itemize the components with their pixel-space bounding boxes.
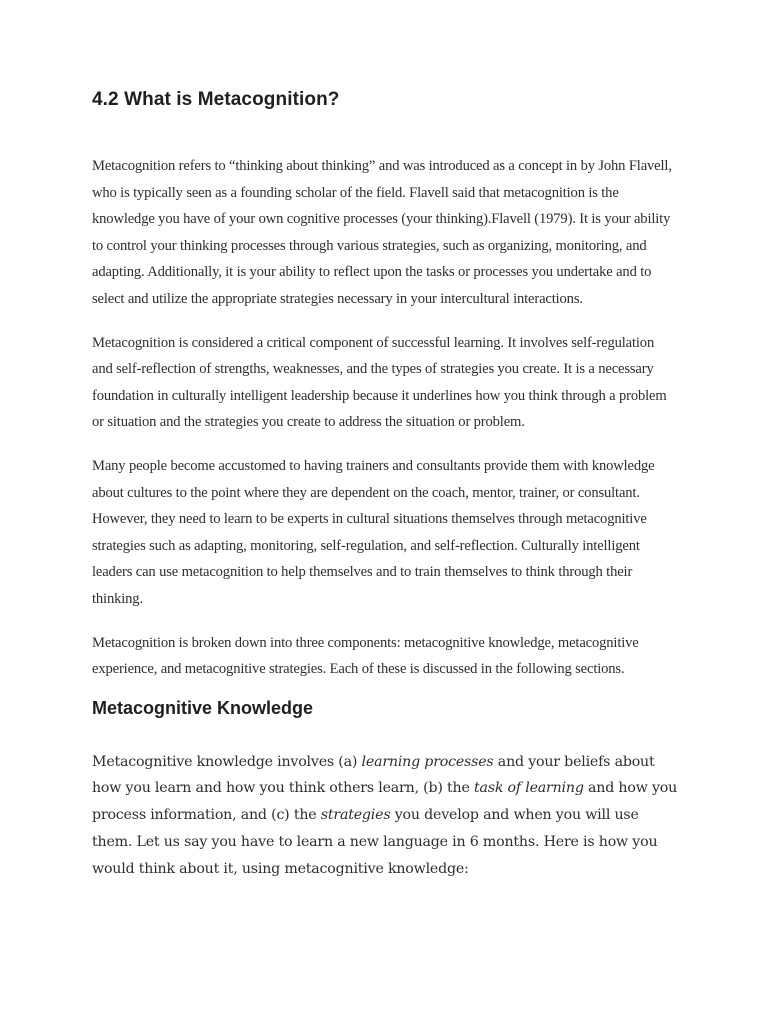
paragraph-definition: Metacognition refers to “thinking about thinking” and was introduced as a concept in by John Flavell, who is typically seen as a founding scholar of the field. Flavell said that metacognition is the knowledge you have of your own cognitive processes (your thinking).Flavell (1979). It is your ability to control your thinking processes through various strategies, such as organizing, monitoring, and adapting. Additionally, it is your ability to reflect upon the tasks or processes you undertake and to select and utilize the appropriate strategies necessary in your intercultural interactions. <box>92 158 672 307</box>
paragraph-trainers-consultants: Many people become accustomed to having trainers and consultants provide them with knowledge about cultures to the point where they are dependent on the coach, mentor, trainer, or consultant. However, they need to learn to be experts in cultural situations themselves through metacognitive strategies such as adapting, monitoring, self-regulation, and self-reflection. Culturally intelligent leaders can use metacognition to help themselves and to train themselves to think through their thinking. <box>92 457 655 607</box>
text-run: you develop and when you will use them. Let us say you have to learn a new language in 6 months. Here is how you would think about it, using metacognitive knowledge: <box>92 807 658 877</box>
emphasis-strategies: strategies <box>320 807 391 824</box>
subsection-heading: Metacognitive Knowledge <box>92 697 314 718</box>
text-run: Metacognitive knowledge involves (a) <box>92 753 362 770</box>
text-run: and how you process information, and (c) the <box>92 780 678 824</box>
paragraph-three-components: Metacognition is broken down into three components: metacognitive knowledge, metacognitive experience, and metacognitive strategies. Each of these is discussed in the following sections. <box>92 634 639 678</box>
emphasis-learning-processes: learning processes <box>361 753 494 770</box>
text-run: and your beliefs about how you learn and how you think others learn, (b) the <box>92 753 655 797</box>
document-page <box>92 84 678 883</box>
emphasis-task-of-learning: task of learning <box>474 780 584 797</box>
paragraph-critical-component: Metacognition is considered a critical component of successful learning. It involves self-regulation and self-reflection of strengths, weaknesses, and the types of strategies you create. It is a necessary foundation in culturally intelligent leadership because it underlines how you think through a problem or situation and the strategies you create to address the situation or problem. <box>92 334 667 431</box>
section-heading: 4.2 What is Metacognition? <box>92 89 340 110</box>
paragraph-metacognitive-knowledge <box>92 749 678 883</box>
